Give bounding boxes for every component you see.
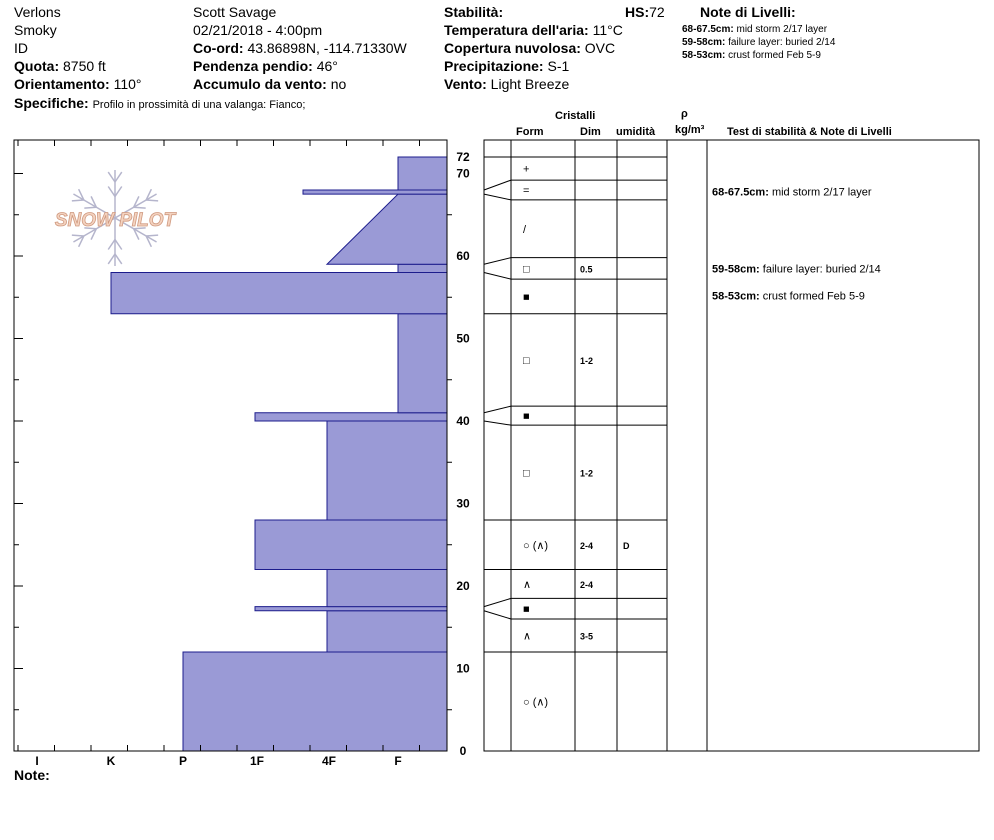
depth-tick-label: 40 [456,414,470,428]
crystal-form: □ [523,467,530,480]
elevation-value: 8750 ft [63,58,106,74]
air-temperature-label: Temperatura dell'aria: [444,22,589,38]
hardness-layer [327,611,447,652]
logo-text: SNOW PILOT [54,210,176,231]
crystal-form: ■ [523,603,530,616]
aspect-label: Orientamento: [14,76,110,92]
crystal-size: 1-2 [580,355,594,366]
moisture-header: umidità [616,126,656,138]
snowpilot-logo [55,170,177,266]
hardness-layer [303,190,447,194]
stability-note-text: crust formed Feb 5-9 [762,290,865,303]
wind-loading-value: no [330,76,347,92]
aspect-value: 110° [113,76,142,92]
depth-tick-label: 70 [456,166,470,181]
hardness-tick-label: K [106,754,116,768]
hardness-layer [398,157,447,190]
crystal-frame [484,140,979,751]
layer-note-range: 59-58cm: [682,37,726,48]
crystal-size: 3-5 [580,631,594,642]
hardness-layer [111,273,447,314]
slope-label: Pendenza pendio: [193,58,313,74]
precipitation-value: S-1 [547,58,570,74]
specifics-label: Specifiche: [14,95,89,111]
size-header: Dim [580,126,601,138]
stability-note [712,291,865,303]
layer-note-text: failure layer: buried 2/14 [728,37,836,48]
depth-connector [484,180,511,190]
stability-note [712,187,872,199]
depth-tick-label: 50 [456,331,470,346]
stability-notes [712,187,881,303]
notes-label: Note: [14,767,50,783]
hardness-layer [255,520,447,570]
crystal-form: = [523,185,530,197]
range: Smoky [14,22,57,38]
crystal-form: / [523,223,527,236]
hardness-layer [327,421,447,520]
hardness-layer [327,570,447,607]
crystal-size: 0.5 [580,264,593,275]
coordinates-value: 43.86898N, -114.71330W [247,40,407,56]
wind-label: Vento: [444,76,487,92]
crystals-header: Cristalli [555,110,596,122]
snow-height-label: HS: [625,4,650,20]
depth-tick-label: 10 [456,661,470,676]
air-temperature-value: 11°C [592,22,623,38]
sky-cover-label: Copertura nuvolosa: [444,40,581,56]
datetime: 02/21/2018 - 4:00pm [193,22,323,38]
crystal-moisture: D [623,540,630,551]
layer-note-range: 68-67.5cm: [682,24,734,35]
hardness-layers [111,157,447,751]
coordinates-label: Co-ord: [193,40,244,56]
hardness-layer [327,194,447,264]
crystal-form: ○ (∧) [523,696,549,709]
crystal-form: ■ [523,410,530,423]
hardness-tick-label: 1F [249,754,265,768]
crystal-size: 2-4 [580,540,594,551]
specifics-value: Profilo in prossimità di una valanga: Fianco; [92,99,306,111]
depth-connector [484,598,511,606]
layer-notes-title: Note di Livelli: [700,4,796,20]
hardness-layer [398,264,447,272]
hardness-layer [398,314,447,413]
hardness-tick-label: 4F [321,754,337,768]
depth-top-label: 72 [456,150,470,164]
stability-label: Stabilità: [444,4,504,20]
crystal-form: ∧ [523,630,532,643]
depth-connector [484,406,511,413]
stability-note-text: failure layer: buried 2/14 [762,263,881,276]
crystal-form: ■ [523,291,530,304]
crystal-form: ○ (∧) [523,539,549,552]
crystal-form: ∧ [523,578,532,591]
form-header: Form [516,126,544,138]
precipitation-label: Precipitazione: [444,58,544,74]
density-unit-header: kg/m³ [675,124,705,136]
depth-connector [484,611,511,619]
location: Verlons [14,4,61,20]
observer: Scott Savage [193,4,277,20]
depth-tick-label: 0 [459,744,467,758]
layer-note-range: 58-53cm: [682,50,726,61]
stability-note-range: 58-53cm: [712,290,763,303]
wind-loading-label: Accumulo da vento: [193,76,327,92]
hardness-layer [183,652,447,751]
depth-tick-label: 60 [456,249,470,263]
stability-note-text: mid storm 2/17 layer [771,186,872,199]
wind-value: Light Breeze [490,76,570,92]
crystal-size: 2-4 [580,579,594,590]
tests-header: Test di stabilità & Note di Livelli [727,126,892,138]
snow-height-value: 72 [649,4,665,20]
depth-connector [484,258,511,265]
stability-note [712,263,881,275]
depth-tick-label: 30 [456,496,470,511]
layer-note-text: mid storm 2/17 layer [736,24,828,35]
stability-note-range: 59-58cm: [712,263,763,276]
crystal-form: + [523,163,530,176]
depth-connector [484,194,511,200]
state: ID [14,40,28,56]
depth-connector [484,273,511,280]
layer-note-text: crust formed Feb 5-9 [728,50,821,61]
depth-connector [484,421,511,425]
hardness-tick-label: I [35,754,39,768]
density-rho-header: ρ [681,108,688,120]
hardness-layer [255,413,447,421]
hardness-tick-label: F [394,754,402,768]
depth-tick-label: 20 [456,579,470,593]
crystal-size: 1-2 [580,468,594,479]
sky-cover-value: OVC [584,40,616,56]
crystal-form: □ [523,263,530,276]
slope-value: 46° [316,58,338,74]
stability-note-range: 68-67.5cm: [712,186,772,199]
hardness-layer [255,607,447,611]
crystal-form: □ [523,354,530,367]
elevation-label: Quota: [14,58,60,74]
hardness-tick-label: P [178,754,188,768]
